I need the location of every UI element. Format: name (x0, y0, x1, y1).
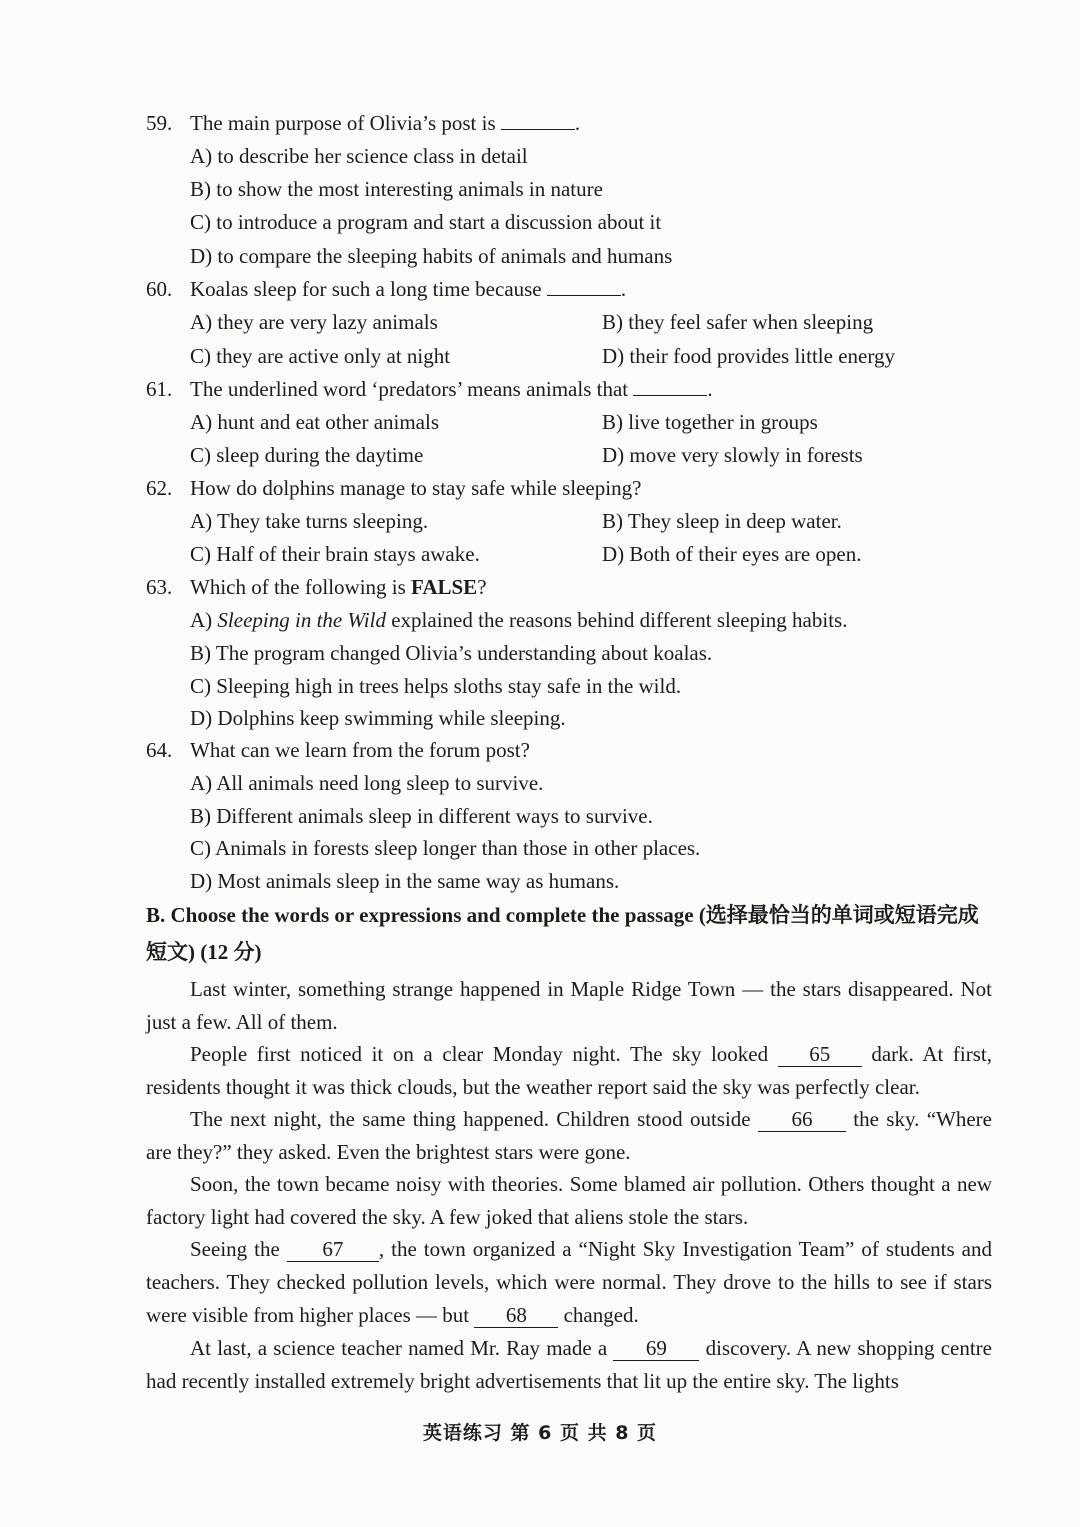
question-end: . (620, 277, 627, 301)
paragraph-text: the sky. “Where are they?” they asked. Even the brightest stars were gone. (146, 1107, 992, 1164)
passage-paragraph-2 (146, 1038, 992, 1104)
question-60 (146, 273, 626, 306)
option-59-a: A) to describe her science class in detail (190, 144, 528, 168)
option-64-c: C) Animals in forests sleep longer than those in other places. (190, 836, 701, 860)
option-61-a: A) hunt and eat other animals (190, 410, 440, 434)
option-62-b: B) They sleep in deep water. (602, 509, 842, 533)
question-stem: The underlined word ‘predators’ means animals that (190, 377, 629, 401)
answer-blank (633, 377, 707, 396)
question-stem: How do dolphins manage to stay safe while sleeping? (190, 476, 642, 500)
option-62-a: A) They take turns sleeping. (190, 509, 429, 533)
question-stem: What can we learn from the forum post? (190, 738, 530, 762)
option-62-c: C) Half of their brain stays awake. (190, 542, 480, 566)
option-label: A) (190, 608, 218, 632)
paragraph-text: People first noticed it on a clear Monday night. The sky looked (190, 1042, 778, 1066)
passage-paragraph-5 (146, 1233, 992, 1332)
option-64-d: D) Most animals sleep in the same way as humans. (190, 869, 620, 893)
paragraph-text: discovery. A new shopping centre had recently installed extremely bright advertisements that lit up the entire sky. The lights (146, 1336, 992, 1393)
question-stem-emphasis: FALSE (411, 575, 478, 599)
question-number: 63. (146, 575, 173, 599)
section-b-heading: B. Choose the words or expressions and complete the passage (选择最恰当的单词或短语完成短文) (12 分) (146, 903, 979, 964)
paragraph-text: dark. At first, residents thought it was thick clouds, but the weather report said the sky was perfectly clear. (146, 1042, 993, 1099)
question-59 (146, 107, 580, 140)
option-60-d: D) their food provides little energy (602, 344, 895, 368)
option-60-b: B) they feel safer when sleeping (602, 310, 874, 334)
option-64-a: A) All animals need long sleep to survive. (190, 771, 544, 795)
question-stem: Which of the following is (190, 575, 412, 599)
option-61-c: C) sleep during the daytime (190, 443, 424, 467)
gap-69: 69 (613, 1336, 699, 1361)
gap-65: 65 (778, 1042, 862, 1067)
question-stem: The main purpose of Olivia’s post is (190, 111, 496, 135)
question-end: . (707, 377, 713, 401)
question-number: 62. (146, 476, 173, 500)
question-end: . (574, 111, 581, 135)
option-60-a: A) they are very lazy animals (190, 310, 438, 334)
question-number: 61. (146, 377, 173, 401)
option-61-b: B) live together in groups (602, 410, 818, 434)
paragraph-text: The next night, the same thing happened. Children stood outside (190, 1107, 758, 1131)
passage-paragraph-1: Last winter, something strange happened in Maple Ridge Town — the stars disappeared. Not just a few. All of them. (146, 977, 992, 1034)
option-59-d: D) to compare the sleeping habits of animals and humans (190, 244, 673, 268)
option-59-c: C) to introduce a program and start a discussion about it (190, 210, 662, 234)
option-60-c: C) they are active only at night (190, 344, 451, 368)
answer-blank (547, 277, 621, 296)
question-64 (146, 734, 530, 767)
paragraph-text: changed. (558, 1303, 639, 1327)
gap-66: 66 (758, 1107, 846, 1132)
option-63-b: B) The program changed Olivia’s understanding about koalas. (190, 641, 713, 665)
option-64-b: B) Different animals sleep in different ways to survive. (190, 804, 653, 828)
question-62 (146, 472, 641, 505)
paragraph-text: , the town organized a “Night Sky Investigation Team” of students and teachers. They checked pollution levels, which were normal. They drove to the hills to see if stars were visible from higher places — but (146, 1237, 993, 1327)
option-63-d: D) Dolphins keep swimming while sleeping. (190, 706, 566, 730)
program-title: Sleeping in the Wild (217, 608, 386, 632)
option-63-a (190, 604, 847, 637)
passage-paragraph-6 (146, 1332, 992, 1398)
gap-68: 68 (474, 1303, 558, 1328)
option-61-d: D) move very slowly in forests (602, 443, 863, 467)
question-stem: Koalas sleep for such a long time because (190, 277, 542, 301)
option-59-b: B) to show the most interesting animals in nature (190, 177, 603, 201)
paragraph-text: Seeing the (190, 1237, 287, 1261)
answer-blank (501, 111, 575, 130)
question-63 (146, 571, 487, 604)
paragraph-text: At last, a science teacher named Mr. Ray made a (190, 1336, 614, 1360)
passage-paragraph-3 (146, 1103, 992, 1169)
gap-67: 67 (287, 1237, 379, 1262)
option-62-d: D) Both of their eyes are open. (602, 542, 862, 566)
passage-paragraph-4: Soon, the town became noisy with theories. Some blamed air pollution. Others thought a new factory light had covered the sky. A few joked that aliens stole the stars. (146, 1172, 992, 1229)
question-number: 64. (146, 738, 173, 762)
question-end: ? (477, 575, 487, 599)
question-61 (146, 373, 713, 406)
option-text: explained the reasons behind different sleeping habits. (385, 608, 848, 632)
option-63-c: C) Sleeping high in trees helps sloths stay safe in the wild. (190, 674, 682, 698)
page-footer: 英语练习 第 6 页 共 8 页 (422, 1422, 658, 1444)
question-number: 59. (146, 111, 173, 135)
question-number: 60. (146, 277, 173, 301)
